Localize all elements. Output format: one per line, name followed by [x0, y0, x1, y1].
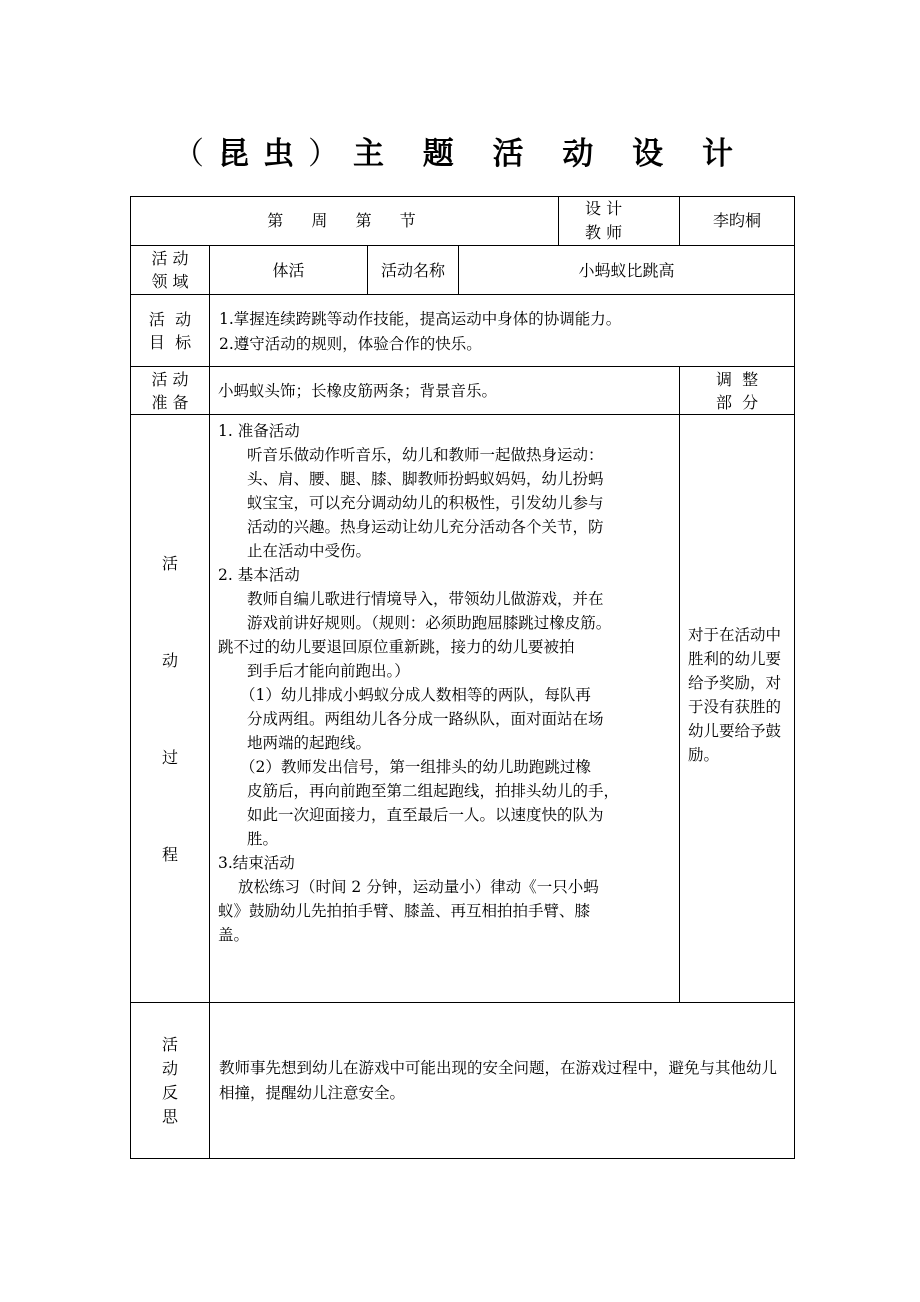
process-line: （1）幼儿排成小蚂蚁分成人数相等的两队，每队再 — [240, 686, 591, 704]
adjust-label-line-1: 调 整 — [715, 369, 759, 389]
title-close-bracket: ） — [308, 136, 354, 172]
process-line: 分成两组。两组幼儿各分成一路纵队，面对面站在场 — [247, 710, 604, 728]
prep-label-cell — [131, 367, 210, 415]
process-line: 头、肩、腰、腿、膝、脚教师扮蚂蚁妈妈，幼儿扮蚂 — [247, 470, 604, 488]
process-line: 盖。 — [218, 926, 250, 944]
process-line: 跳不过的幼儿要退回原位重新跳，接力的幼儿要被拍 — [218, 638, 575, 656]
adjust-note: 对于在活动中胜利的幼儿要给予奖励，对于没有获胜的幼儿要给予鼓励。 — [688, 626, 782, 764]
domain-label-cell — [131, 246, 210, 295]
process-line: 游戏前讲好规则。（规则：必须助跑屈膝跳过橡皮筋。 — [247, 614, 612, 632]
page-title — [0, 128, 920, 173]
week-section-text: 第 周 第 节 — [267, 211, 422, 230]
adjust-note-cell — [680, 415, 795, 1003]
designer-label-line-2: 教 师 — [585, 223, 623, 242]
process-line: 1. 准备活动 — [218, 422, 300, 440]
process-line: 皮筋后，再向前跑至第二组起跑线，拍排头幼儿的手， — [247, 782, 620, 800]
process-line: （2）教师发出信号，第一组排头的幼儿助跑跳过橡 — [240, 758, 591, 776]
designer-name: 李昀桐 — [713, 211, 762, 230]
process-line: 地两端的起跑线。 — [247, 734, 372, 752]
designer-name-cell — [680, 197, 795, 246]
goal-item-2: 2.遵守活动的规则，体验合作的快乐。 — [219, 335, 482, 353]
process-line: 胜。 — [247, 830, 279, 848]
prep-label-line-2: 准 备 — [151, 392, 189, 412]
adjust-label-cell — [680, 367, 795, 415]
domain-label-line-2: 领 域 — [151, 272, 189, 291]
process-line: 教师自编儿歌进行情境导入，带领幼儿做游戏，并在 — [247, 590, 604, 608]
title-theme: 昆虫 — [218, 136, 309, 172]
process-line: 听音乐做动作听音乐，幼儿和教师一起做热身运动： — [247, 446, 604, 464]
process-line: 蚁》鼓励幼儿先拍拍手臂、膝盖、再互相拍拍手臂、膝 — [218, 902, 591, 920]
process-line: 3.结束活动 — [218, 854, 295, 872]
process-label-char-3: 过 — [161, 748, 178, 767]
goals-label-line-2: 目 标 — [148, 332, 192, 352]
process-label-cell — [131, 415, 210, 1003]
process-line: 放松练习（时间 2 分钟，运动量小）律动《一只小蚂 — [238, 878, 599, 896]
goals-label-line-1: 活 动 — [148, 309, 192, 329]
activity-name-label: 活动名称 — [380, 260, 445, 280]
process-label-char-1: 活 — [161, 554, 178, 573]
domain-label-line-1: 活 动 — [151, 249, 189, 268]
activity-name-value: 小蚂蚁比跳高 — [578, 260, 675, 280]
reflection-label-char-3: 反 — [161, 1082, 178, 1102]
goals-content-cell — [210, 295, 795, 367]
week-section-cell — [131, 197, 559, 246]
designer-label-line-1: 设 计 — [585, 199, 623, 218]
activity-name-value-cell — [459, 246, 795, 295]
prep-content-cell — [210, 367, 680, 415]
goals-label-cell — [131, 295, 210, 367]
reflection-label-char-1: 活 — [161, 1034, 178, 1054]
domain-value: 体活 — [272, 260, 305, 280]
process-label-char-2: 动 — [161, 651, 178, 670]
goal-item-1: 1.掌握连续跨跳等动作技能，提高运动中身体的协调能力。 — [219, 310, 622, 328]
adjust-label-line-2: 部 分 — [715, 392, 759, 412]
designer-label-cell — [559, 197, 680, 246]
reflection-content: 教师事先想到幼儿在游戏中可能出现的安全问题，在游戏过程中，避免与其他幼儿相撞，提醒幼儿注意安全。 — [219, 1058, 778, 1102]
prep-label-line-1: 活 动 — [151, 369, 189, 389]
title-rest: 主 题 活 动 设 计 — [353, 136, 747, 172]
process-label-char-4: 程 — [161, 845, 178, 864]
process-line: 蚁宝宝，可以充分调动幼儿的积极性，引发幼儿参与 — [247, 494, 604, 512]
reflection-label-char-2: 动 — [161, 1058, 178, 1078]
activity-name-label-cell — [368, 246, 459, 295]
process-content-cell — [210, 415, 680, 1003]
reflection-label-char-4: 思 — [161, 1106, 178, 1126]
process-line: 到手后才能向前跑出。） — [247, 662, 410, 680]
process-line: 如此一次迎面接力，直至最后一人。以速度快的队为 — [247, 806, 604, 824]
process-line: 活动的兴趣。热身运动让幼儿充分活动各个关节，防 — [247, 518, 604, 536]
process-line: 止在活动中受伤。 — [247, 542, 372, 560]
reflection-content-cell — [210, 1003, 795, 1159]
domain-value-cell — [210, 246, 368, 295]
activity-design-table — [130, 196, 795, 1159]
process-line: 2. 基本活动 — [218, 566, 300, 584]
title-open-bracket: （ — [173, 136, 219, 172]
reflection-label-cell — [131, 1003, 210, 1159]
prep-content: 小蚂蚁头饰；长橡皮筋两条；背景音乐。 — [218, 381, 498, 400]
